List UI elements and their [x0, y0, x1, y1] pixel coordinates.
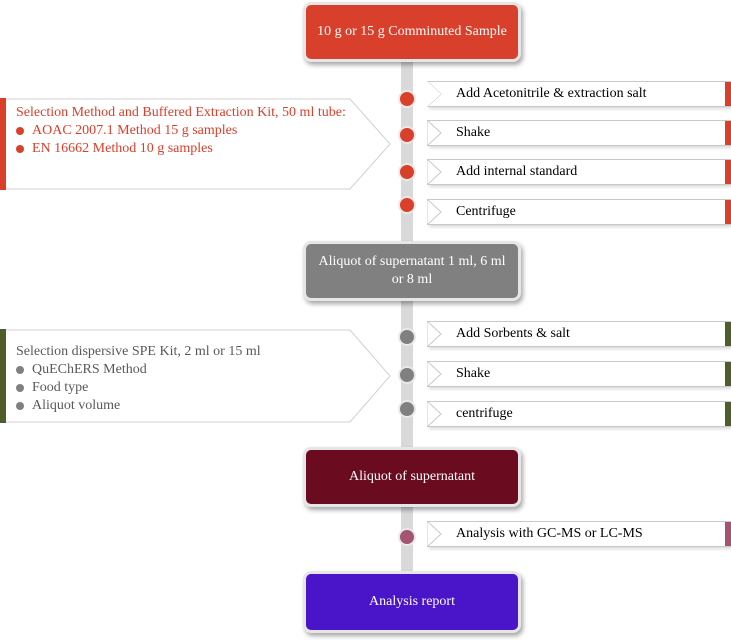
- notch-shape: [427, 159, 443, 185]
- step-dot: [398, 366, 416, 384]
- spe-step: [428, 401, 731, 427]
- analysis-step: [428, 521, 731, 547]
- step-dot: [398, 528, 416, 546]
- analysis-step-label: Analysis with GC-MS or LC-MS: [456, 526, 643, 541]
- spe-step-label: centrifuge: [456, 406, 513, 421]
- step-accent: [725, 121, 731, 145]
- extraction-step-label: Centrifuge: [456, 204, 516, 219]
- extraction-step: [428, 199, 731, 225]
- sample-node: [303, 2, 521, 62]
- spe-step-label: Add Sorbents & salt: [456, 326, 570, 341]
- extraction-step-label: Shake: [456, 125, 491, 140]
- aliquot-2-label: Aliquot of supernatant: [349, 469, 475, 484]
- step-accent: [725, 522, 731, 546]
- aliquot-1-label: Aliquot of supernatant 1 ml, 6 ml or 8 ml: [318, 254, 506, 287]
- report-label: Analysis report: [369, 594, 455, 609]
- step-accent: [725, 362, 731, 386]
- spe-kit-title: Selection dispersive SPE Kit, 2 ml or 15 ml: [16, 344, 261, 359]
- bullet-dot: [16, 402, 24, 410]
- extraction-step: [428, 81, 731, 107]
- notch-shape: [427, 401, 443, 427]
- spe-kit-item: Food type: [32, 380, 89, 395]
- bullet-dot: [16, 127, 24, 135]
- spe-step: [428, 321, 731, 347]
- spe-step-label: Shake: [456, 366, 491, 381]
- callout-accent: [0, 329, 6, 423]
- extraction-step-label: Add internal standard: [456, 164, 578, 179]
- list-item: [16, 397, 352, 415]
- bullet-dot: [16, 366, 24, 374]
- aliquot-node-1: [303, 241, 521, 301]
- step-dot: [398, 400, 416, 418]
- notch-shape: [427, 199, 443, 225]
- list-item: [16, 361, 352, 379]
- sample-label: 10 g or 15 g Comminuted Sample: [317, 24, 507, 39]
- notch-shape: [427, 361, 443, 387]
- notch-shape: [427, 321, 443, 347]
- step-dot: [398, 90, 416, 108]
- extraction-kit-item: AOAC 2007.1 Method 15 g samples: [32, 123, 238, 138]
- spe-kit-item: QuEChERS Method: [32, 362, 147, 377]
- extraction-kit-title: Selection Method and Buffered Extraction Kit, 50 ml tube:: [16, 105, 346, 120]
- list-item: [16, 379, 352, 397]
- step-dot: [398, 328, 416, 346]
- bullet-dot: [16, 384, 24, 392]
- notch-shape: [427, 120, 443, 146]
- report-node: [303, 571, 521, 633]
- aliquot-node-2: [303, 447, 521, 507]
- step-accent: [725, 402, 731, 426]
- step-accent: [725, 322, 731, 346]
- extraction-step: [428, 159, 731, 185]
- step-accent: [725, 160, 731, 184]
- step-dot: [398, 196, 416, 214]
- extraction-kit-box: [0, 98, 392, 190]
- list-item: [16, 122, 352, 140]
- spe-kit-item: Aliquot volume: [32, 398, 121, 413]
- extraction-step: [428, 120, 731, 146]
- notch-shape: [427, 521, 443, 547]
- step-accent: [725, 200, 731, 224]
- step-dot: [398, 163, 416, 181]
- bullet-dot: [16, 145, 24, 153]
- spe-step: [428, 361, 731, 387]
- extraction-step-label: Add Acetonitrile & extraction salt: [456, 86, 647, 101]
- step-accent: [725, 82, 731, 106]
- notch-shape: [427, 81, 443, 107]
- list-item: [16, 140, 352, 158]
- extraction-kit-item: EN 16662 Method 10 g samples: [32, 141, 213, 156]
- step-dot: [398, 126, 416, 144]
- callout-accent: [0, 98, 6, 190]
- spe-kit-box: [0, 329, 392, 423]
